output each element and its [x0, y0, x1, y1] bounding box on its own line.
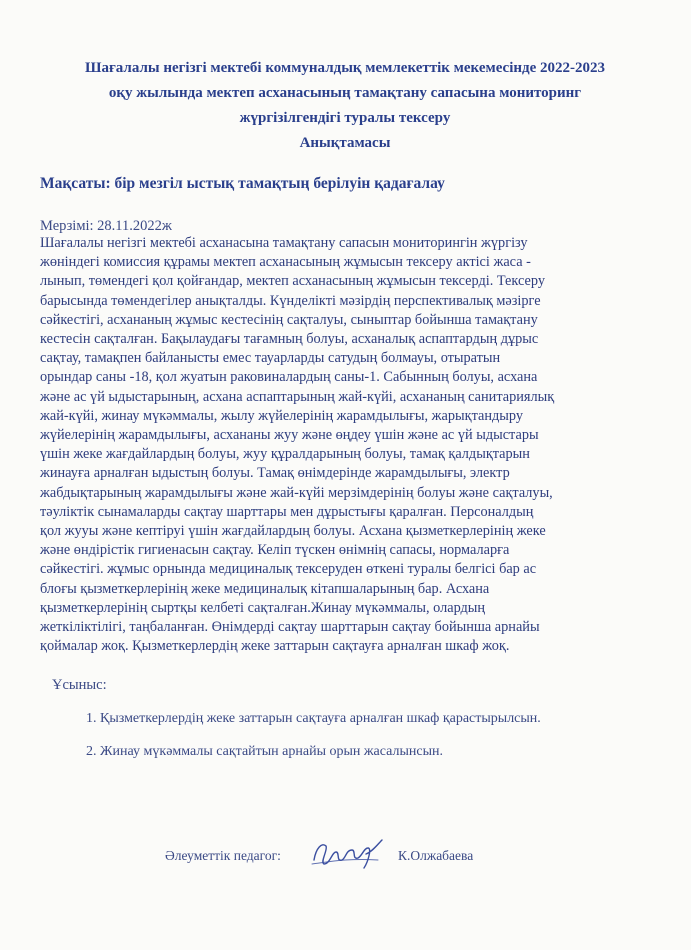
document-title: [40, 56, 650, 156]
body-line: қызметкерлерінің сыртқы келбеті сақталған.Жинау мүкәммалы, олардың: [40, 599, 486, 616]
body-line: сақтау, тамақпен байланысты емес тауарларды сатудың болмауы, отыратын: [40, 350, 501, 367]
body-line: қоймалар жоқ. Қызметкерлердің жеке заттарын сақтауға арналған шкаф жоқ.: [40, 638, 510, 655]
body-line: блоғы қызметкерлерінің жеке медициналық кітапшаларының бар. Асхана: [40, 580, 490, 597]
signature-name: К.Олжабаева: [398, 848, 474, 863]
body-line: жеткіліктілігі, таңбаланған. Өнімдерді сақтау шарттарын сақтау бойынша арнайы: [40, 619, 540, 636]
body-line: сәйкестігі. жұмыс орнында медициналық тексеруден өткені туралы белгісі бар ас: [40, 561, 537, 578]
body-line: сәйкестігі, асхананың жұмыс кестесінің сақталуы, сыныптар бойынша тамақтану: [40, 311, 538, 328]
recommendation-item-2: 2. Жинау мүкәммалы сақтайтын арнайы орын жасалынсын.: [86, 744, 443, 759]
body-line: жөніндегі комиссия құрамы мектеп асханасының жұмысын тексеру актісі жаса -: [40, 254, 531, 271]
title-line-1: Шағалалы негізгі мектебі коммуналдық мемлекеттік мекемесінде 2022-2023: [84, 60, 606, 76]
title-line-2: оқу жылында мектеп асханасының тамақтану сапасына мониторинг: [108, 85, 582, 101]
body-line: Шағалалы негізгі мектебі асханасына тамақтану сапасын мониторингін жүргізу: [40, 235, 528, 251]
body-line: жабдықтарының жарамдылығы және жай-күйі мерзімдерінің болуы және сақталуы,: [40, 484, 553, 501]
title-line-3: жүргізілгендігі туралы тексеру: [239, 110, 451, 126]
recommendation-item-1: 1. Қызметкерлердің жеке заттарын сақтауға арналған шкаф қарастырылсын.: [86, 711, 541, 726]
body-line: жай-күйі, жинау мүкәммалы, жылу жүйелерінің жарамдылығы, жарықтандыру: [40, 407, 524, 424]
recommendations-label: Ұсыныс:: [52, 677, 107, 693]
body-line: тәуліктік сынамаларды сақтау шарттары мен дұрыстығы қаралған. Персоналдың: [40, 503, 534, 520]
body-line: үшін жеке жағдайлардың болуы, жуу құралдарының болуы, тамақ қалдықтарын: [40, 446, 530, 463]
purpose-heading: Мақсаты: бір мезгіл ыстық тамақтың берілуін қадағалау: [40, 175, 445, 192]
signature-role: Әлеуметтік педагог:: [165, 848, 281, 863]
body-paragraph: [40, 234, 640, 656]
date-line: Мерзімі: 28.11.2022ж: [40, 218, 172, 234]
body-line: лынып, төмендегі қол қойғандар, мектеп асханасының жұмысын тексерді. Тексеру: [40, 273, 545, 290]
body-line: орындар саны -18, қол жуатын раковиналардың саны-1. Сабынның болуы, асхана: [40, 369, 538, 386]
title-line-4: Анықтамасы: [299, 135, 391, 151]
handwritten-signature: [308, 834, 388, 874]
body-line: барысында төмендегілер анықталды. Күнделікті мәзірдің перспективалық мәзірге: [40, 292, 541, 309]
body-line: және ас үй ыдыстарының, асхана аспаптарының жай-күйі, асхананың санитариялық: [40, 388, 555, 405]
body-line: жүйелерінің жарамдылығы, асхананы жуу және өңдеу үшін және ас үй ыдыстары: [40, 427, 539, 444]
body-line: және өндірістік гигиенасын сақтау. Келіп түскен өнімнің сапасы, нормаларға: [40, 542, 510, 559]
body-line: кестесін сақталған. Бақылаудағы тағамның болуы, асханалық аспаптардың дұрыс: [40, 331, 539, 348]
body-line: жинауға арналған ыдыстың болуы. Тамақ өнімдерінде жарамдылығы, электр: [40, 465, 510, 482]
body-line: қол жууы және кептіруі үшін жағдайлардың болуы. Асхана қызметкерлерінің жеке: [40, 523, 546, 540]
